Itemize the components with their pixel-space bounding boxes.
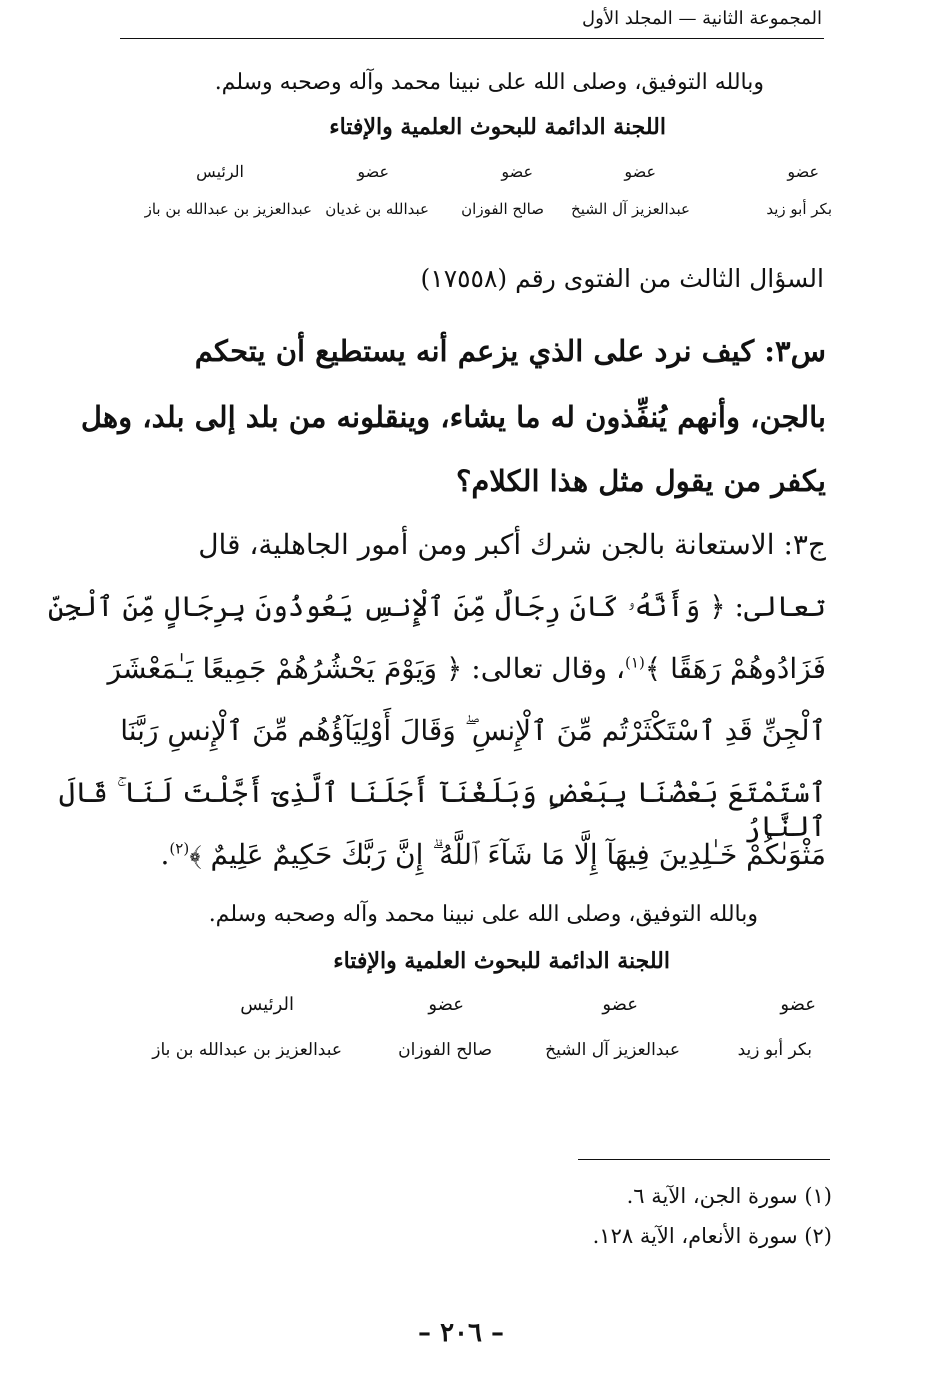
committee-title-1: اللجنة الدائمة للبحوث العلمية والإفتاء [329,114,666,140]
quran-verse: ، وقال تعالى: ﴿ وَيَوْمَ يَحْشُرُهُمْ جَمِيعًا يَـٰمَعْشَرَ [107,652,626,685]
quran-verse: فَزَادُوهُمْ رَهَقًا ﴾ [644,652,826,685]
header-rule [120,38,824,39]
signatory-role: الرئيس [196,162,244,181]
answer-line-6 [161,838,827,872]
question-line-2: بالجن، وأنهم يُنفِّذون له ما يشاء، وينقلونه من بلد إلى بلد، وهل [80,400,826,434]
question-line-1: س٣: كيف نرد على الذي يزعم أنه يستطيع أن يتحكم [194,334,826,368]
signatory-name: عبدالعزيز بن عبدالله بن باز [144,200,312,218]
signatory-name: عبدالعزيز آل الشيخ [545,1040,680,1060]
signatory-role: عضو [357,162,389,181]
signatory-role: عضو [501,162,533,181]
signatory-name: صالح الفوزان [398,1040,492,1060]
signatory-role: عضو [624,162,656,181]
committee-title-2: اللجنة الدائمة للبحوث العلمية والإفتاء [333,948,670,974]
question-reference: السؤال الثالث من الفتوى رقم (١٧٥٥٨) [420,264,824,293]
closing-line-2: وبالله التوفيق، وصلى الله على نبينا محمد وآله وصحبه وسلم. [208,902,758,927]
signatory-role: الرئيس [240,994,294,1015]
signatory-role: عضو [602,994,638,1015]
footnote-2: (٢) سورة الأنعام، الآية ١٢٨. [592,1224,832,1248]
answer-line-4: ٱلْجِنِّ قَدِ ٱسْتَكْثَرْتُم مِّنَ ٱلْإِنسِ ۖ وَقَالَ أَوْلِيَآؤُهُم مِّنَ ٱلْإِنسِ رَبَّنَا [120,714,826,747]
signatory-name: بكر أبو زيد [766,200,832,218]
footnote-1: (١) سورة الجن، الآية ٦. [626,1184,832,1208]
signatory-role: عضو [780,994,816,1015]
signatory-role: عضو [428,994,464,1015]
end-period: . [160,838,170,871]
signatory-name: عبدالله بن غديان [325,200,429,218]
signatory-name: عبدالعزيز آل الشيخ [571,200,690,218]
answer-line-2: تعالى: ﴿ وَأَنَّهُۥ كَانَ رِجَالٌ مِّنَ ٱلْإِنسِ يَعُوذُونَ بِرِجَالٍ مِّنَ ٱلْجِنِّ [47,590,826,623]
answer-line-1: ج٣: الاستعانة بالجن شرك أكبر ومن أمور الجاهلية، قال [198,528,826,561]
quran-verse: مَثْوَىٰكُمْ خَـٰلِدِينَ فِيهَآ إِلَّا مَا شَآءَ ٱللَّهُ ۗ إِنَّ رَبَّكَ حَكِيمٌ عَلِيمٌ ﴾ [189,838,826,871]
signatory-name: بكر أبو زيد [737,1040,812,1060]
signatory-name: عبدالعزيز بن عبدالله بن باز [152,1040,342,1060]
answer-line-3 [107,652,826,685]
answer-line-5: ٱسْتَمْتَعَ بَعْضُنَا بِبَعْضٍ وَبَلَغْنَآ أَجَلَنَا ٱلَّذِىٓ أَجَّلْتَ لَنَا ۚ قَالَ ٱلنَّارُ [58,776,826,843]
question-line-3: يكفر من يقول مثل هذا الكلام؟ [455,464,826,498]
signatory-name: صالح الفوزان [461,200,544,218]
running-header: المجموعة الثانية — المجلد الأول [582,8,822,29]
footnote-mark: (٢) [169,839,190,858]
footnote-rule [578,1159,830,1160]
closing-line-1: وبالله التوفيق، وصلى الله على نبينا محمد وآله وصحبه وسلم. [214,70,764,95]
signatory-role: عضو [787,162,819,181]
page-number: – ٢٠٦ – [418,1318,505,1348]
footnote-mark: (١) [625,653,645,672]
